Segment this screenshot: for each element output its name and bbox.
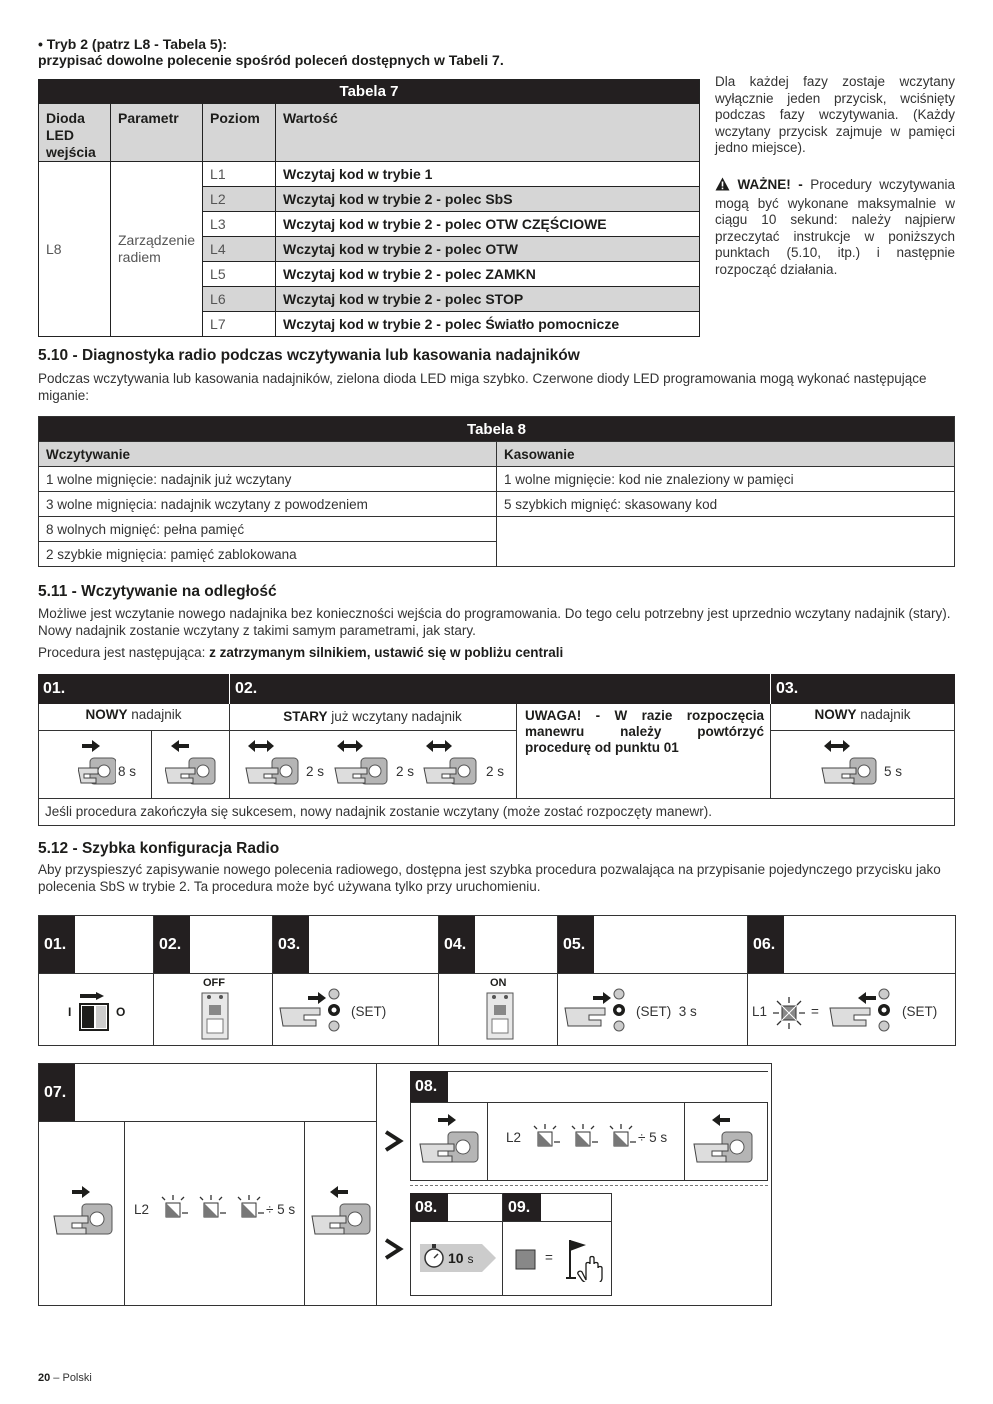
table-7-header-level: Poziom: [203, 104, 276, 162]
table-7-title: Tabela 7: [39, 80, 700, 104]
time-2s: 2 s: [396, 764, 415, 779]
restart-warning: UWAGA! - W razie rozpoczęcia manewru należy powtórzyć procedurę od punktu 01: [525, 708, 764, 755]
table-7: [38, 79, 700, 337]
step-02-label: 02.: [229, 674, 770, 704]
table-7-header-value: Wartość: [276, 104, 700, 162]
led-l1-label: L1: [752, 1004, 768, 1019]
warning-text: Procedury wczytywania mogą być wykonane maksymalnie w ciągu 10 sekund: należy najpierw przeczytać instrukcje w poniższych punktach (5.10, itp.) i następnie rozpocząć działania.: [715, 177, 955, 277]
hand-set-button-icon: [278, 988, 342, 1034]
time-2s: 2 s: [306, 764, 325, 779]
flag-hand-icon: [564, 1236, 604, 1282]
table-7-value: Wczytaj kod w trybie 2 - polec OTW: [276, 237, 700, 262]
table-7-header-led: Dioda LED wejścia: [39, 104, 111, 162]
timer-unit: s: [467, 1252, 474, 1266]
equals-sign: =: [545, 1250, 553, 1265]
hand-press-double-icon: [820, 740, 878, 790]
warning-label: WAŻNE! -: [737, 177, 803, 192]
table-7-value: Wczytaj kod w trybie 2 - polec ZAMKN: [276, 262, 700, 287]
table-7-level: L4: [203, 237, 276, 262]
led-l2-label: L2: [134, 1202, 150, 1217]
step-01-label: 01.: [38, 674, 229, 704]
circuit-breaker-on-icon: [485, 991, 515, 1041]
breaker-on-label: ON: [490, 977, 507, 989]
intro: [38, 36, 504, 68]
intro-line2: przypisać dowolne polecenie spośród poleceń dostępnych w Tabeli 7.: [38, 52, 504, 68]
power-switch-icon: [76, 992, 116, 1032]
hand-press-right-icon: [418, 1114, 480, 1170]
equals-sign: =: [811, 1004, 819, 1019]
time-8s: 8 s: [118, 764, 137, 779]
page-language: – Polski: [50, 1372, 92, 1384]
circuit-breaker-off-icon: [200, 991, 230, 1041]
table-7-value: Wczytaj kod w trybie 2 - polec Światło pomocnicze: [276, 312, 700, 337]
page-number: 20: [38, 1372, 51, 1384]
table-7-value: Wczytaj kod w trybie 1: [276, 162, 700, 187]
old-rest: już wczytany nadajnik: [327, 709, 462, 724]
table-8-cell: 5 szybkich mignięć: skasowany kod: [497, 492, 955, 517]
old-bold: STARY: [283, 709, 328, 724]
table-8-cell: 8 wolnych mignięć: pełna pamięć: [39, 517, 497, 542]
quick-step-09: 09.: [503, 1193, 541, 1222]
time-2s: 2 s: [486, 764, 505, 779]
table-8-title: Tabela 8: [39, 417, 955, 442]
hand-press-left-icon: [692, 1114, 754, 1170]
table-7-led: L8: [39, 162, 111, 337]
timer-10-value: [448, 1250, 473, 1266]
table-7-level: L5: [203, 262, 276, 287]
quick-step-07: 07.: [39, 1064, 75, 1122]
hand-set-button-icon: [828, 988, 892, 1034]
table-7-level: L1: [203, 162, 276, 187]
quick-step-05: 05.: [558, 916, 594, 973]
switch-i-label: I: [68, 1005, 72, 1019]
led-off-square-icon: [514, 1248, 538, 1272]
dashed-separator: [410, 1185, 768, 1186]
new-bold: NOWY: [85, 707, 128, 722]
switch-o-label: O: [116, 1005, 126, 1019]
time-5s: 5 s: [884, 764, 903, 779]
side-warning: [715, 177, 955, 278]
procedure-label: Procedura jest następująca:: [38, 645, 206, 660]
new-rest: nadajnik: [127, 707, 182, 722]
table-7-value: Wczytaj kod w trybie 2 - polec SbS: [276, 187, 700, 212]
page-footer: [38, 1372, 92, 1384]
quick-step-01: 01.: [39, 916, 75, 973]
up-to-5s: ÷ 5 s: [638, 1130, 668, 1145]
old-transmitter-label: [229, 709, 516, 724]
quick-step-04: 04.: [439, 916, 475, 973]
section-5-11-title: 5.11 - Wczytywanie na odległość: [38, 583, 277, 600]
table-7-value: Wczytaj kod w trybie 2 - polec STOP: [276, 287, 700, 312]
set-label: (SET): [902, 1004, 938, 1019]
table-8-header-load: Wczytywanie: [39, 442, 497, 467]
hand-press-left-icon: [310, 1186, 372, 1242]
table-7-level: L2: [203, 187, 276, 212]
table-8-cell: 3 wolne mignięcia: nadajnik wczytany z powodzeniem: [39, 492, 497, 517]
hand-press-right-icon: [78, 740, 116, 790]
section-5-12-text: Aby przyspieszyć zapisywanie nowego polecenia radiowego, dostępna jest szybka procedura pozwalająca na przypisanie pojedynczego przycisku jako polecenia SbS w trybie 2. Ta procedura może być używana tylko przy uruchomieniu.: [38, 862, 941, 894]
led-blinking-icon: [772, 996, 806, 1030]
new-rest: nadajnik: [856, 707, 911, 722]
table-8: [38, 416, 955, 567]
section-5-12-title: 5.12 - Szybka konfiguracja Radio: [38, 840, 280, 857]
hand-press-double-icon: [422, 740, 478, 790]
hand-press-right-icon: [52, 1186, 114, 1242]
section-5-10-title: 5.10 - Diagnostyka radio podczas wczytywania lub kasowania nadajników: [38, 347, 580, 364]
table-7-level: L7: [203, 312, 276, 337]
table-7-level: L3: [203, 212, 276, 237]
led-blink-sequence-icon: [530, 1122, 640, 1156]
led-l2-label: L2: [506, 1130, 522, 1145]
step-03-label: 03.: [770, 674, 955, 704]
timer-number: 10: [448, 1250, 464, 1266]
warning-icon: [715, 177, 730, 196]
set-3s-label: (SET) 3 s: [636, 1004, 697, 1019]
table-7-header-param: Parametr: [111, 104, 203, 162]
quick-step-08b: 08.: [410, 1193, 448, 1222]
table-8-cell-empty: [497, 517, 955, 567]
table-8-header-delete: Kasowanie: [497, 442, 955, 467]
new-transmitter-label-2: [770, 707, 955, 722]
led-blink-sequence-icon: [158, 1193, 268, 1227]
up-to-5s: ÷ 5 s: [266, 1202, 296, 1217]
section-5-11-procedure: [38, 645, 955, 662]
hand-set-button-icon: [563, 988, 627, 1034]
section-5-11-text: Możliwe jest wczytanie nowego nadajnika bez konieczności wejścia do programowania. Do tego celu potrzebny jest uprzednio wczytany nadajnik (stary). Nowy nadajnik zostanie wczytany z takimi samym parametrami, jak stary.: [38, 606, 951, 638]
arrow-right-icon: [384, 1130, 406, 1152]
procedure-footer: Jeśli procedura zakończyła się sukcesem, nowy nadajnik zostanie wczytany (może zostać rozpoczęty manewr).: [45, 804, 713, 819]
set-label: (SET): [351, 1004, 387, 1019]
section-5-10-text: Podczas wczytywania lub kasowania nadajników, zielona dioda LED miga szybko. Czerwone diody LED programowania mogą wykonać następujące miganie:: [38, 371, 927, 403]
hand-press-left-icon: [165, 740, 217, 790]
hand-press-double-icon: [244, 740, 300, 790]
table-8-cell: 1 wolne mignięcie: nadajnik już wczytany: [39, 467, 497, 492]
quick-step-02: 02.: [154, 916, 190, 973]
intro-line1: • Tryb 2 (patrz L8 - Tabela 5):: [38, 36, 228, 52]
procedure-bold: z zatrzymanym silnikiem, ustawić się w pobliżu centrali: [209, 645, 564, 660]
table-7-param: Zarządzenie radiem: [111, 162, 203, 337]
new-transmitter-label: [38, 707, 229, 722]
new-bold: NOWY: [814, 707, 857, 722]
quick-step-08: 08.: [410, 1071, 448, 1102]
table-7-level: L6: [203, 287, 276, 312]
hand-press-double-icon: [333, 740, 389, 790]
table-8-cell: 2 szybkie mignięcia: pamięć zablokowana: [39, 542, 497, 567]
arrow-right-icon: [384, 1238, 406, 1260]
table-8-cell: 1 wolne mignięcie: kod nie znaleziony w pamięci: [497, 467, 955, 492]
quick-step-03: 03.: [273, 916, 309, 973]
quick-step-06: 06.: [748, 916, 784, 973]
breaker-off-label: OFF: [203, 977, 225, 989]
table-7-value: Wczytaj kod w trybie 2 - polec OTW CZĘŚCIOWE: [276, 212, 700, 237]
side-note: Dla każdej fazy zostaje wczytany wyłącznie jeden przycisk, wciśnięty podczas fazy wczytywania. (Każdy wczytany przycisk zajmuje w pamięci jedno miejsce).: [715, 74, 955, 155]
